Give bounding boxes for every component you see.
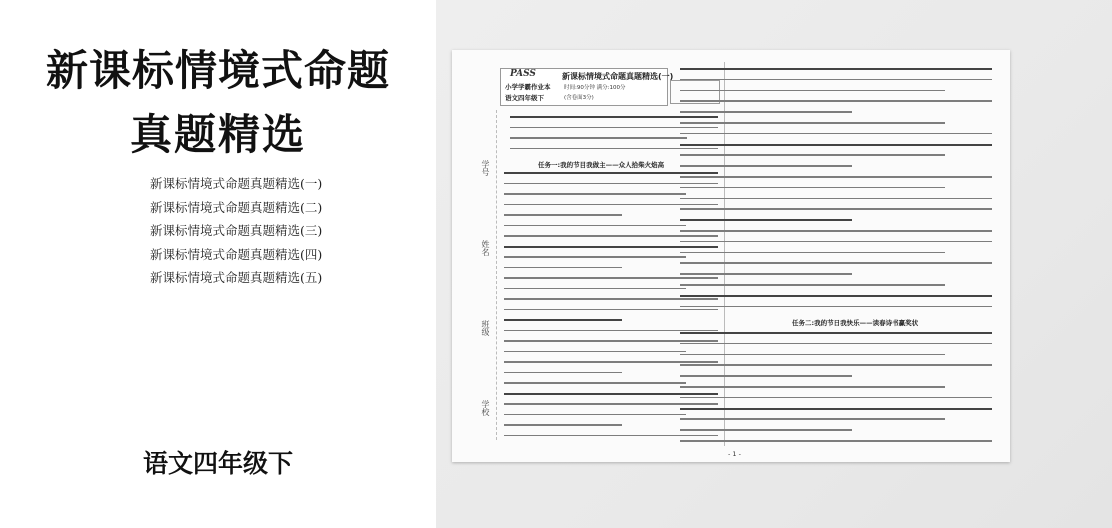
text-line [504,382,686,384]
binding-label-school: 学校 [481,400,490,416]
contents-item: 新课标情境式命题真题精选(四) [150,246,323,262]
text-line [504,361,718,363]
text-line [680,273,852,275]
text-line [510,148,718,150]
text-line [680,165,852,167]
text-line [680,418,945,420]
text-line [510,116,718,118]
subject-label: 语文四年级下 [142,449,293,478]
contents-list [150,172,322,290]
text-line [504,403,718,405]
text-line [680,154,945,156]
contents-item: 新课标情境式命题真题精选(一) [150,176,323,191]
text-line [680,79,992,81]
text-line [680,208,992,210]
text-line [504,277,718,279]
text-line [504,193,686,195]
text-line [680,440,992,442]
page-number: - 1 - [728,450,741,458]
text-line [504,372,622,374]
series-name: 小学学霸作业本 [505,83,551,91]
paper-title: 新课标情境式命题真题精选(一) [562,72,674,81]
text-line [680,386,945,388]
section-heading: 任务一:我的节目我做主——众人拾柴火焰高 [538,161,665,169]
text-line [680,90,945,92]
text-line [504,172,718,174]
paper-score-note: (含卷面3分) [564,95,594,101]
text-line [680,133,992,135]
text-line [680,354,945,356]
text-line [504,204,718,206]
text-line [680,122,945,124]
text-line [504,309,718,311]
text-line [504,246,718,248]
grade-name: 语文四年级下 [505,94,544,102]
text-line [680,332,992,334]
text-line [680,187,945,189]
text-line [680,375,852,377]
text-line [680,198,992,200]
text-line [504,267,622,269]
text-line [680,252,945,254]
section-heading: 任务二:我的节日我快乐——读春诗书赢奖状 [792,319,919,327]
column-divider [724,62,725,446]
text-line [504,183,718,185]
text-line [680,284,945,286]
text-line [504,256,686,258]
text-line [680,241,992,243]
cover-panel [0,0,436,528]
text-line [504,414,686,416]
text-line [680,364,992,366]
text-line [504,435,718,437]
binding-label-id: 学号 [481,160,490,176]
text-line [504,424,622,426]
text-line [504,351,686,353]
cover-title-line2: 真题精选 [129,110,306,159]
text-line [680,397,992,399]
contents-item: 新课标情境式命题真题精选(五) [150,270,323,285]
text-line [504,214,622,216]
text-line [504,225,686,227]
text-line [504,298,718,300]
contents-item: 新课标情境式命题真题精选(二) [150,199,323,215]
text-line [680,219,852,221]
text-line [680,262,992,264]
text-line [680,306,992,308]
text-line [680,408,992,410]
text-line [680,295,992,297]
text-line [510,137,687,139]
pass-logo: PASS [510,69,536,79]
text-line [680,343,992,345]
contents-item: 新课标情境式命题真题精选(三) [150,223,323,238]
text-line [504,235,718,237]
text-line [504,330,718,332]
exam-paper-preview [452,50,1010,462]
cover-title-line1: 新课标情境式命题 [45,46,390,95]
text-line [680,100,992,102]
text-line [680,144,992,146]
text-line [680,176,992,178]
binding-label-class: 班级 [481,320,490,336]
binding-label-name: 姓名 [481,240,490,256]
text-line [680,68,992,70]
text-line [504,393,718,395]
text-line [504,288,686,290]
text-line [680,429,852,431]
paper-time: 时间:90分钟 满分:100分 [564,85,626,91]
text-line [504,319,622,321]
text-line [680,230,992,232]
text-line [680,111,852,113]
text-line [510,127,718,129]
text-line [504,340,718,342]
